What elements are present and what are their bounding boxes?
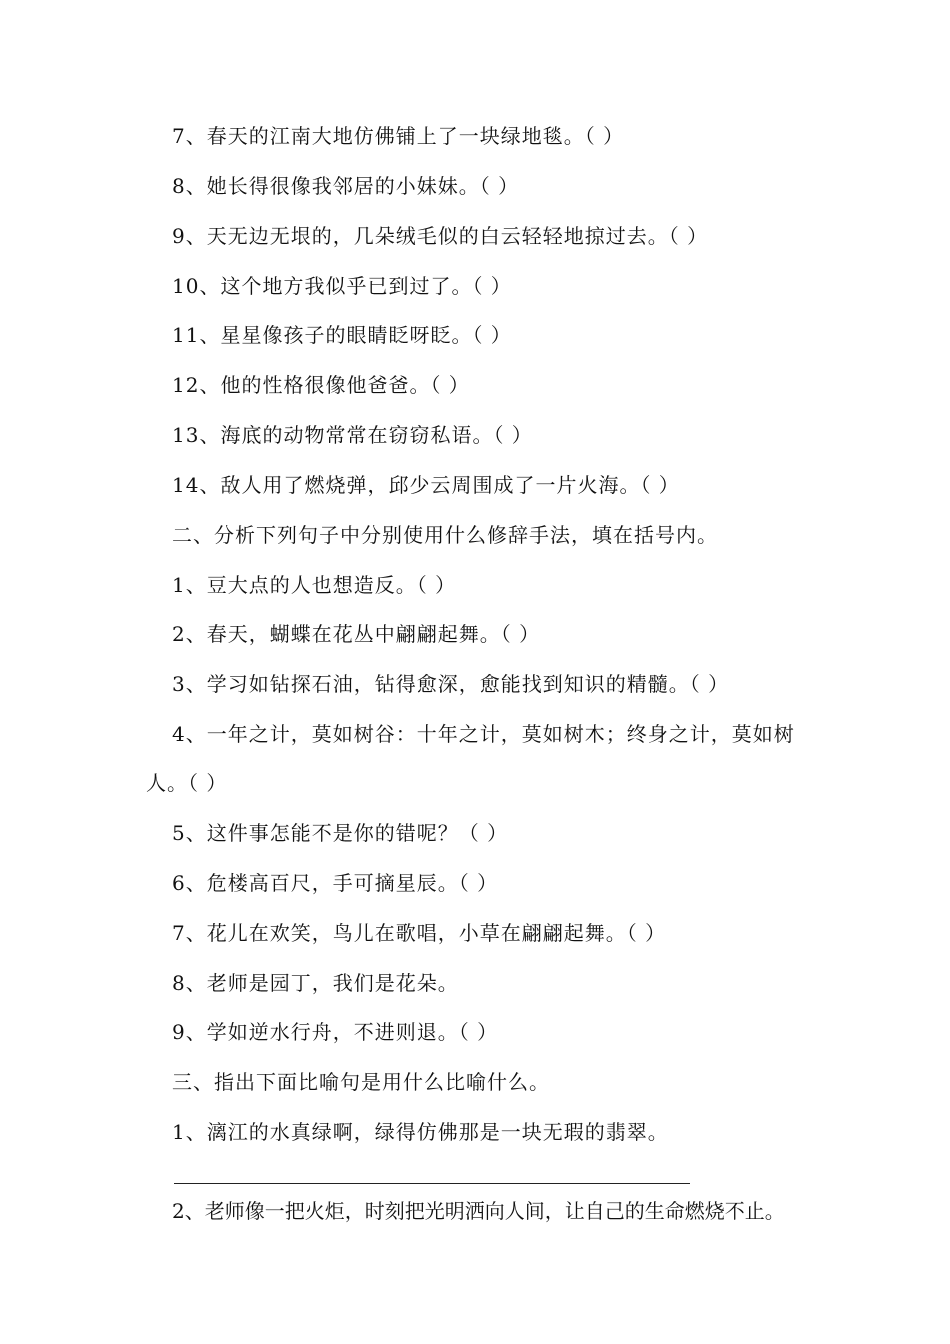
sentence-12-personality: 12、他的性格很像他爸爸。（ ） [172,373,470,397]
sentence-7-metaphor-carpet: 7、春天的江南大地仿佛铺上了一块绿地毯。（ ） [172,124,625,148]
section-2-heading: 二、分析下列句子中分别使用什么修辞手法，填在括号内。 [172,523,718,547]
section-3-heading: 三、指出下面比喻句是用什么比喻什么。 [172,1070,550,1094]
rhetoric-item-6: 6、危楼高百尺，手可摘星辰。（ ） [172,871,499,895]
rhetoric-item-9: 9、学如逆水行舟，不进则退。（ ） [172,1020,499,1044]
sentence-8-likeness-neighbor: 8、她长得很像我邻居的小妹妹。（ ） [172,174,520,198]
sentence-14-fire-sea: 14、敌人用了燃烧弹，邱少云周围成了一片火海。（ ） [172,473,680,497]
simile-item-2: 2、老师像一把火炬，时刻把光明洒向人间，让自己的生命燃烧不止。 [172,1199,785,1223]
answer-line[interactable] [174,1183,690,1184]
sentence-10-place: 10、这个地方我似乎已到过了。（ ） [172,274,512,298]
rhetoric-item-7: 7、花儿在欢笑，鸟儿在歌唱，小草在翩翩起舞。（ ） [172,921,667,945]
sentence-9-clouds: 9、天无边无垠的，几朵绒毛似的白云轻轻地掠过去。（ ） [172,224,709,248]
rhetoric-item-8: 8、老师是园丁，我们是花朵。 [172,971,459,995]
rhetoric-item-4: 4、一年之计，莫如树谷：十年之计，莫如树木；终身之计，莫如树 [172,722,795,746]
rhetoric-item-1: 1、豆大点的人也想造反。（ ） [172,573,457,597]
sentence-11-stars: 11、星星像孩子的眼睛眨呀眨。（ ） [172,323,512,347]
rhetoric-item-5: 5、这件事怎能不是你的错呢？（ ） [172,821,509,845]
rhetoric-item-3: 3、学习如钻探石油，钻得愈深，愈能找到知识的精髓。（ ） [172,672,730,696]
simile-item-1: 1、漓江的水真绿啊，绿得仿佛那是一块无瑕的翡翠。 [172,1120,669,1144]
sentence-13-sea-animals: 13、海底的动物常常在窃窃私语。（ ） [172,423,533,447]
rhetoric-item-4-continuation: 人。（ ） [146,771,228,795]
rhetoric-item-2: 2、春天，蝴蝶在花丛中翩翩起舞。（ ） [172,622,541,646]
